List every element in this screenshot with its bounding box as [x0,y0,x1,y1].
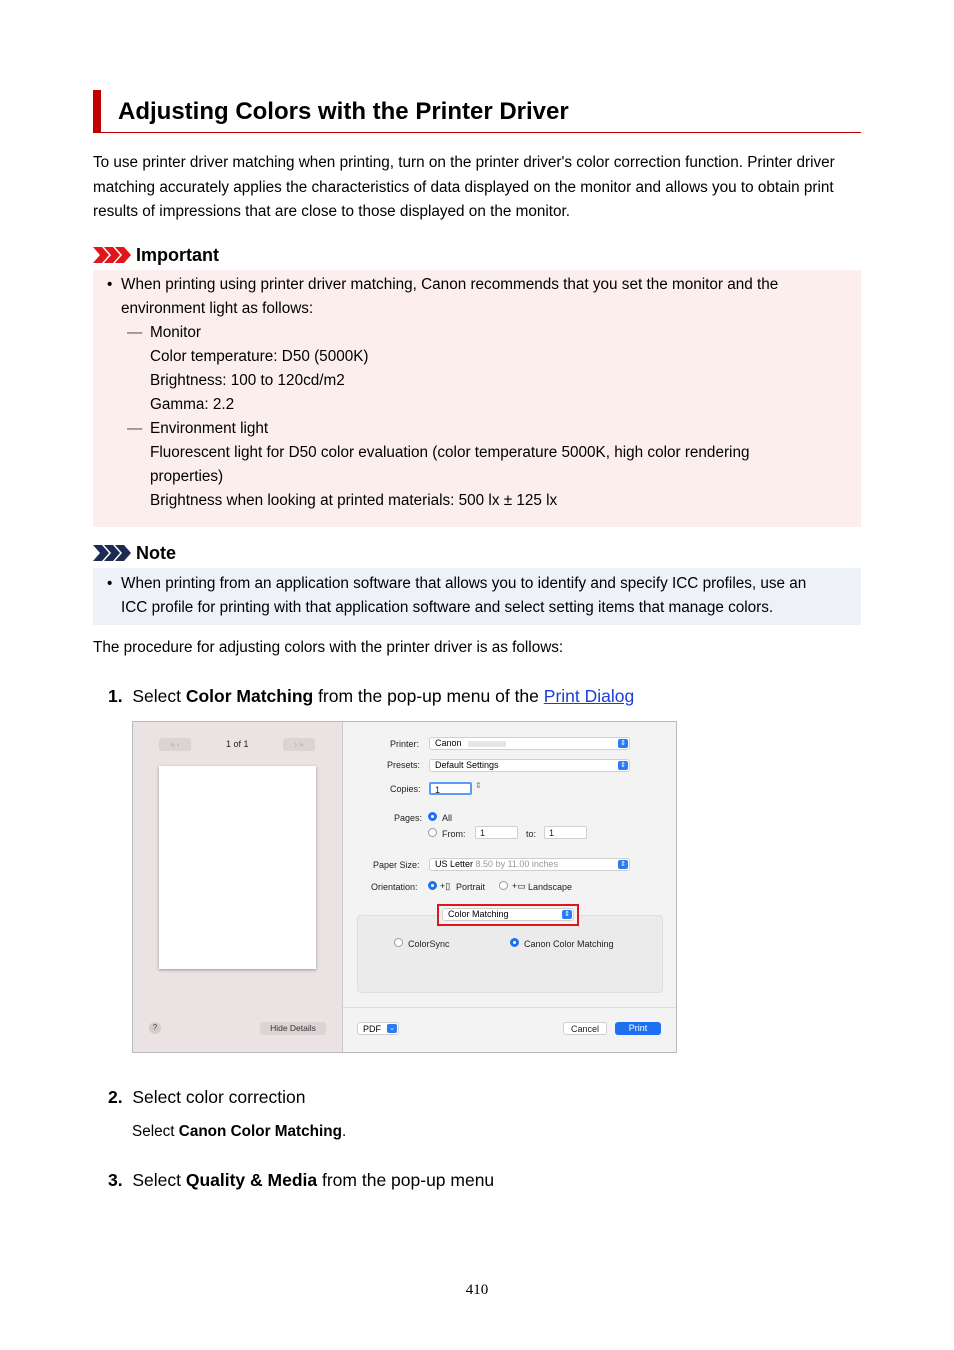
paper-size-value: US Letter [435,859,474,869]
portrait-icon: +▯ [440,881,451,891]
pdf-label: PDF [363,1024,381,1034]
step-text: from the pop-up menu of the [313,686,544,706]
pages-all-label: All [442,813,453,823]
hide-details-button[interactable]: Hide Details [260,1022,326,1035]
env-line: Brightness when looking at printed materials: 500 lx ± 125 lx [150,492,558,509]
important-bullet: • [107,276,113,293]
step-detail-bold: Canon Color Matching [178,1123,342,1140]
note-line1: When printing from an application software that allows you to identify and specify ICC profiles, use an [121,575,807,592]
help-button[interactable]: ? [149,1022,161,1034]
copies-input[interactable]: 1 [429,782,472,795]
note-header [93,542,176,564]
important-item-line2: environment light as follows: [121,300,314,317]
landscape-radio[interactable] [499,881,508,890]
landscape-label: Landscape [528,882,573,892]
important-item-line1: When printing using printer driver matching, Canon recommends that you set the monitor and the [121,276,779,293]
from-input[interactable]: 1 [475,826,518,839]
monitor-dash: — [127,324,143,341]
colorsync-label: ColorSync [408,939,450,949]
cancel-button[interactable]: Cancel [563,1022,607,1035]
step-2-detail [132,1120,346,1144]
heading-accent-bar [93,90,101,133]
to-input[interactable]: 1 [544,826,587,839]
monitor-line: Brightness: 100 to 120cd/m2 [150,372,345,389]
paper-size-popup[interactable] [429,858,630,871]
chevron-updown-icon: ⇕ [618,860,628,869]
note-label: Note [136,542,176,563]
canon-color-matching-radio[interactable] [510,938,519,947]
important-chevrons-icon [93,247,131,263]
color-matching-value: Color Matching [448,909,509,919]
page-number: 410 [465,1282,489,1298]
procedure-text: The procedure for adjusting colors with the printer driver is as follows: [93,639,564,656]
pages-label: Pages: [394,813,423,823]
paper-size-dims: 8.50 by 11.00 inches [475,859,558,869]
presets-label: Presets: [387,760,421,770]
paper-size-label: Paper Size: [373,860,420,870]
step-text: Select color correction [132,1087,306,1107]
copies-label: Copies: [390,784,421,794]
page-preview [159,766,316,969]
important-header [93,244,219,266]
step-bold: Color Matching [185,686,314,706]
canon-color-matching-label: Canon Color Matching [524,939,614,949]
print-dialog-screenshot [132,721,677,1053]
step-3 [108,1170,494,1191]
portrait-radio[interactable] [428,881,437,890]
step-number: 3. [108,1170,123,1190]
env-line: properties) [150,468,224,485]
dialog-preview-pane [133,722,343,1052]
chevron-updown-icon: ⇕ [618,739,628,748]
page-title: Adjusting Colors with the Printer Driver [118,98,569,125]
color-matching-popup[interactable] [442,908,574,921]
from-label: From: [442,829,466,839]
step-detail-text: . [341,1123,347,1140]
step-number: 2. [108,1087,123,1107]
pdf-button[interactable] [357,1022,399,1035]
pages-all-radio[interactable] [428,812,437,821]
important-label: Important [136,244,219,265]
heading-rule [101,132,861,133]
step-detail-text: Select [132,1123,179,1140]
chevron-down-icon: ⌄ [387,1024,397,1033]
presets-value: Default Settings [435,760,499,770]
env-title: Environment light [150,420,269,437]
chevron-updown-icon: ⇕ [618,761,628,770]
print-dialog-link[interactable]: Print Dialog [543,686,635,706]
monitor-title: Monitor [150,324,202,341]
note-bullet: • [107,575,113,592]
step-2 [108,1087,305,1108]
step-text: from the pop-up menu [317,1170,495,1190]
step-bold: Quality & Media [185,1170,318,1190]
dialog-settings-pane [343,722,676,1052]
printer-value: Canon [435,738,462,748]
chevron-updown-icon: ⇕ [562,910,572,919]
colorsync-radio[interactable] [394,938,403,947]
env-dash: — [127,420,143,437]
to-label: to: [526,829,537,839]
color-matching-panel [357,915,663,993]
prev-page-button[interactable]: « ‹ [159,738,191,751]
dialog-footer-divider [343,1007,676,1008]
pages-range-radio[interactable] [428,828,437,837]
presets-popup[interactable] [429,759,630,772]
next-page-button[interactable]: › » [283,738,315,751]
step-text: Select [132,1170,186,1190]
printer-label: Printer: [390,739,420,749]
note-chevrons-icon [93,545,131,561]
note-line2: ICC profile for printing with that application software and select setting items that manage colors. [121,599,774,616]
step-number: 1. [108,686,123,706]
env-line: Fluorescent light for D50 color evaluation (color temperature 5000K, high color rendering [150,444,750,461]
page-counter: 1 of 1 [226,739,249,749]
step-text: Select [132,686,186,706]
portrait-label: Portrait [456,882,486,892]
step-1 [108,686,634,707]
landscape-icon: +▭ [512,881,526,891]
intro-paragraph: To use printer driver matching when printing, turn on the printer driver's color correction function. Printer driver matching accurately applies the characteristics of data displayed on the monitor and allows you to obtain print results of impressions that are close to those displayed on the monitor. [93,154,835,220]
printer-popup[interactable] [429,737,630,750]
monitor-line: Color temperature: D50 (5000K) [150,348,369,365]
orientation-label: Orientation: [371,882,418,892]
print-button[interactable]: Print [615,1022,661,1035]
copies-stepper-icon[interactable]: ⇕ [475,781,482,790]
monitor-line: Gamma: 2.2 [150,396,235,413]
